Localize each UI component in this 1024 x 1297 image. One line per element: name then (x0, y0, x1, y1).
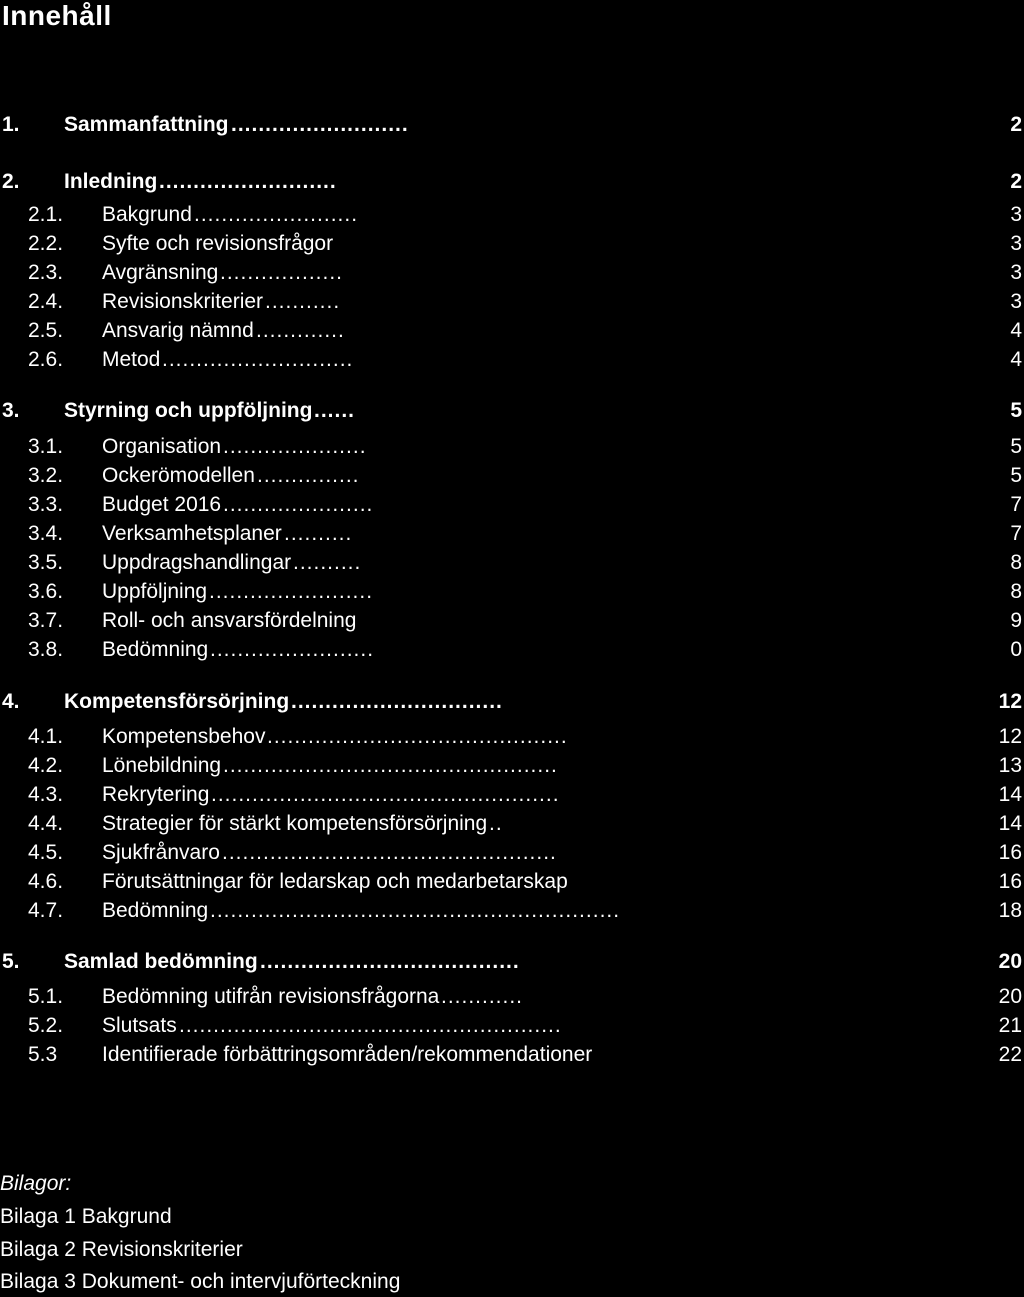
toc-dot-leader: .......................... (159, 170, 337, 193)
toc-entry[interactable] (0, 113, 1024, 143)
toc-entry-label: Metod (102, 348, 161, 371)
toc-entry-page: 3 (1010, 232, 1022, 255)
toc-entry[interactable] (0, 203, 1024, 233)
toc-dot-leader: .................. (220, 261, 344, 284)
toc-entry[interactable] (0, 399, 1024, 429)
toc-entry-label: Revisionskriterier (102, 290, 264, 313)
toc-entry[interactable] (0, 754, 1024, 784)
toc-entry-page: 4 (1010, 319, 1022, 342)
toc-dot-leader: ................................................... (211, 783, 560, 806)
toc-entry-label: Lönebildning (102, 754, 222, 777)
toc-entry-number: 5.3 (28, 1043, 58, 1066)
toc-entry-label: Samlad bedömning (64, 950, 258, 973)
appendix-item-2: Bilaga 2 Revisionskriterier (0, 1238, 243, 1261)
toc-entry-number: 4. (2, 690, 20, 713)
toc-entry-number: 3.6. (28, 580, 64, 603)
toc-entry-page: 8 (1010, 580, 1022, 603)
toc-entry-number: 3.3. (28, 493, 64, 516)
toc-entry-number: 4.6. (28, 870, 64, 893)
toc-entry-page: 13 (998, 754, 1022, 777)
toc-entry-page: 12 (998, 725, 1022, 748)
toc-entry-label: Verksamhetsplaner (102, 522, 282, 545)
toc-entry[interactable] (0, 348, 1024, 378)
toc-entry-number: 3.8. (28, 638, 64, 661)
toc-entry-number: 4.1. (28, 725, 64, 748)
toc-dot-leader: .......... (284, 522, 353, 545)
toc-entry-label: Budget 2016 (102, 493, 222, 516)
toc-entry-number: 4.7. (28, 899, 64, 922)
toc-entry-label: Identifierade förbättringsområden/rekommendationer (102, 1043, 593, 1066)
toc-entry[interactable] (0, 261, 1024, 291)
toc-entry[interactable] (0, 170, 1024, 200)
toc-entry-page: 5 (1010, 435, 1022, 458)
toc-entry[interactable] (0, 464, 1024, 494)
toc-entry[interactable] (0, 493, 1024, 523)
toc-entry-label: Sjukfrånvaro (102, 841, 220, 864)
toc-entry[interactable] (0, 609, 1024, 639)
toc-entry-number: 4.2. (28, 754, 64, 777)
toc-entry-number: 5.2. (28, 1014, 64, 1037)
toc-entry[interactable] (0, 1043, 1024, 1073)
toc-entry-page: 20 (998, 985, 1022, 1008)
toc-entry-label: Kompetensbehov (102, 725, 266, 748)
toc-entry-label: Roll- och ansvarsfördelning (102, 609, 357, 632)
toc-entry-label: Uppdragshandlingar (102, 551, 292, 574)
toc-dot-leader: ................................................. (223, 754, 558, 777)
toc-entry-number: 3.2. (28, 464, 64, 487)
toc-entry[interactable] (0, 551, 1024, 581)
toc-entry-label: Sammanfattning (64, 113, 229, 136)
toc-dot-leader: ........................ (209, 580, 374, 603)
toc-entry-number: 2.4. (28, 290, 64, 313)
toc-entry-page: 7 (1010, 522, 1022, 545)
toc-entry-page: 18 (998, 899, 1022, 922)
toc-dot-leader: ............................ (162, 348, 354, 371)
page-title: Innehåll (2, 0, 112, 31)
toc-entry-page: 4 (1010, 348, 1022, 371)
toc-entry[interactable] (0, 290, 1024, 320)
toc-entry[interactable] (0, 580, 1024, 610)
toc-entry-label: Bedömning (102, 899, 209, 922)
toc-entry-label: Kompetensförsörjning (64, 690, 290, 713)
toc-dot-leader: ..................... (223, 435, 367, 458)
toc-entry[interactable] (0, 985, 1024, 1015)
toc-entry-number: 2.1. (28, 203, 64, 226)
toc-entry-page: 14 (998, 783, 1022, 806)
toc-entry-page: 22 (998, 1043, 1022, 1066)
toc-entry[interactable] (0, 638, 1024, 668)
toc-entry-page: 8 (1010, 551, 1022, 574)
toc-dot-leader: ........................................................ (179, 1014, 562, 1037)
toc-entry-page: 14 (998, 812, 1022, 835)
toc-entry-number: 3.4. (28, 522, 64, 545)
toc-dot-leader: ............................... (291, 690, 503, 713)
toc-entry-page: 2 (1010, 170, 1022, 193)
toc-entry[interactable] (0, 522, 1024, 552)
toc-entry[interactable] (0, 1014, 1024, 1044)
toc-entry-number: 5. (2, 950, 20, 973)
toc-entry[interactable] (0, 435, 1024, 465)
toc-entry-label: Avgränsning (102, 261, 219, 284)
toc-dot-leader: .. (489, 812, 503, 835)
toc-entry-label: Bedömning (102, 638, 209, 661)
toc-entry-number: 3. (2, 399, 20, 422)
toc-entry-page: 7 (1010, 493, 1022, 516)
toc-dot-leader: ................................................. (222, 841, 557, 864)
toc-entry-page: 3 (1010, 261, 1022, 284)
toc-entry-number: 2. (2, 170, 20, 193)
appendix-heading: Bilagor: (0, 1172, 72, 1195)
toc-entry-page: 16 (998, 841, 1022, 864)
toc-dot-leader: ........................ (210, 638, 375, 661)
toc-entry-number: 4.5. (28, 841, 64, 864)
toc-entry[interactable] (0, 870, 1024, 900)
toc-entry-label: Syfte och revisionsfrågor (102, 232, 334, 255)
toc-entry-label: Förutsättningar för ledarskap och medarbetarskap (102, 870, 568, 893)
toc-entry[interactable] (0, 690, 1024, 720)
toc-entry[interactable] (0, 319, 1024, 349)
toc-entry-page: 3 (1010, 203, 1022, 226)
toc-entry-page: 5 (1010, 464, 1022, 487)
toc-entry[interactable] (0, 232, 1024, 262)
toc-entry-label: Rekrytering (102, 783, 210, 806)
toc-entry-page: 9 (1010, 609, 1022, 632)
toc-dot-leader: .......................... (231, 113, 409, 136)
toc-dot-leader: ...... (314, 399, 356, 422)
toc-dot-leader: ...................................... (260, 950, 520, 973)
toc-entry-number: 2.6. (28, 348, 64, 371)
toc-entry[interactable] (0, 783, 1024, 813)
toc-entry-page: 21 (998, 1014, 1022, 1037)
toc-entry-page: 0 (1010, 638, 1022, 661)
toc-entry-label: Slutsats (102, 1014, 177, 1037)
toc-entry-page: 3 (1010, 290, 1022, 313)
toc-entry-label: Uppföljning (102, 580, 208, 603)
toc-dot-leader: .......... (293, 551, 362, 574)
toc-entry-label: Bedömning utifrån revisionsfrågorna (102, 985, 440, 1008)
toc-entry[interactable] (0, 950, 1024, 980)
toc-dot-leader: ............... (257, 464, 360, 487)
toc-entry[interactable] (0, 841, 1024, 871)
toc-entry-label: Inledning (64, 170, 158, 193)
toc-entry[interactable] (0, 899, 1024, 929)
toc-entry-page: 20 (998, 950, 1022, 973)
toc-entry-number: 1. (2, 113, 20, 136)
toc-entry-label: Styrning och uppföljning (64, 399, 313, 422)
toc-entry-page: 5 (1010, 399, 1022, 422)
toc-entry-number: 5.1. (28, 985, 64, 1008)
toc-dot-leader: ............. (256, 319, 345, 342)
toc-dot-leader: ............................................................ (210, 899, 621, 922)
toc-entry-page: 12 (998, 690, 1022, 713)
toc-entry-number: 4.4. (28, 812, 64, 835)
toc-entry-number: 2.2. (28, 232, 64, 255)
appendix-item-1: Bilaga 1 Bakgrund (0, 1205, 172, 1228)
toc-entry-number: 3.5. (28, 551, 64, 574)
toc-entry[interactable] (0, 725, 1024, 755)
toc-entry-label: Strategier för stärkt kompetensförsörjning (102, 812, 488, 835)
toc-entry-number: 3.1. (28, 435, 64, 458)
toc-dot-leader: ............ (441, 985, 524, 1008)
toc-entry-number: 3.7. (28, 609, 64, 632)
toc-entry-number: 2.3. (28, 261, 64, 284)
toc-entry-number: 2.5. (28, 319, 64, 342)
appendix-item-3: Bilaga 3 Dokument- och intervjuförteckning (0, 1270, 401, 1293)
toc-entry-number: 4.3. (28, 783, 64, 806)
toc-entry[interactable] (0, 812, 1024, 842)
toc-entry-label: Ockerömodellen (102, 464, 255, 487)
toc-entry-label: Ansvarig nämnd (102, 319, 254, 342)
toc-dot-leader: ........... (265, 290, 341, 313)
toc-entry-label: Organisation (102, 435, 222, 458)
toc-entry-label: Bakgrund (102, 203, 192, 226)
toc-dot-leader: ...................... (223, 493, 374, 516)
toc-dot-leader: ........................ (194, 203, 359, 226)
toc-entry-page: 16 (998, 870, 1022, 893)
toc-dot-leader: ............................................ (267, 725, 568, 748)
toc-entry-page: 2 (1010, 113, 1022, 136)
